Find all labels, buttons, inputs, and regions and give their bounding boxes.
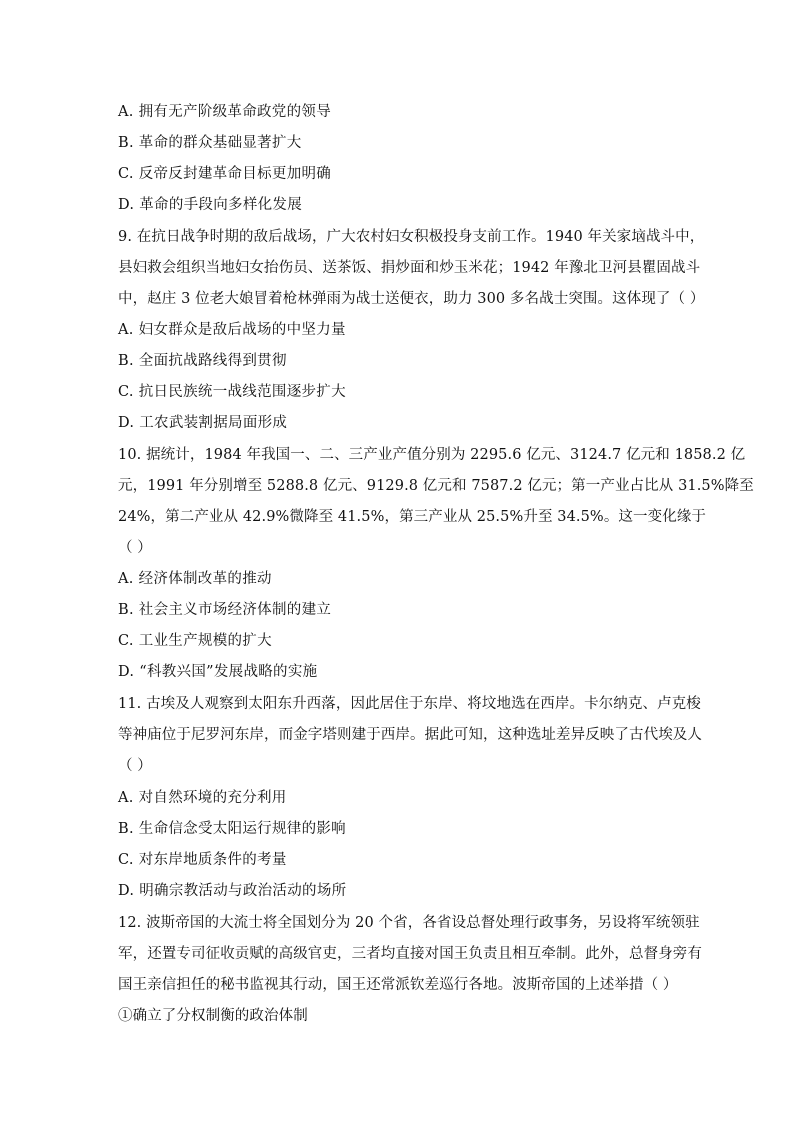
q11-option-c: C. 对东岸地质条件的考量: [118, 852, 287, 868]
q11-option-b: B. 生命信念受太阳运行规律的影响: [118, 821, 346, 837]
q9-option-b: B. 全面抗战路线得到贯彻: [118, 353, 287, 369]
q11-stem-line-1: 11. 古埃及人观察到太阳东升西落，因此居住于东岸、将坟地选在西岸。卡尔纳克、卢克梭: [118, 696, 701, 712]
q9-stem-line-1: 9. 在抗日战争时期的敌后战场，广大农村妇女积极投身支前工作。1940 年关家垴战斗中，: [118, 229, 705, 245]
q10-stem-line-2: 元，1991 年分别增至 5288.8 亿元、9129.8 亿元和 7587.2 亿元；第一产业占比从 31.5%降至: [118, 478, 754, 494]
q11-stem-line-2: 等神庙位于尼罗河东岸，而金字塔则建于西岸。据此可知，这种选址差异反映了古代埃及人: [118, 727, 702, 743]
q8-option-d: D. 革命的手段向多样化发展: [118, 197, 303, 213]
q8-option-b: B. 革命的群众基础显著扩大: [118, 135, 302, 151]
q9-option-c: C. 抗日民族统一战线范围逐步扩大: [118, 384, 346, 400]
q11-option-d: D. 明确宗教活动与政治活动的场所: [118, 883, 347, 899]
q10-stem-line-3: 24%，第二产业从 42.9%微降至 41.5%，第三产业从 25.5%升至 34.5%。这一变化缘于: [118, 509, 707, 525]
q9-option-a: A. 妇女群众是敌后战场的中坚力量: [118, 322, 346, 338]
q10-option-a: A. 经济体制改革的推动: [118, 571, 272, 587]
q9-stem-line-2: 县妇救会组织当地妇女抬伤员、送茶饭、捐炒面和炒玉米花；1942 年豫北卫河县瞿固战斗: [118, 260, 701, 276]
q9-stem-line-3: 中，赵庄 3 位老大娘冒着枪林弹雨为战士送便衣，助力 300 多名战士突围。这体现了（ ）: [118, 291, 705, 307]
q12-stem-line-2: 军，还置专司征收贡赋的高级官吏，三者均直接对国王负责且相互牵制。此外，总督身旁有: [118, 946, 702, 962]
q10-stem-line-1: 10. 据统计，1984 年我国一、二、三产业产值分别为 2295.6 亿元、3124.7 亿元和 1858.2 亿: [118, 447, 746, 463]
q12-stem-line-3: 国王亲信担任的秘书监视其行动，国王还常派钦差巡行各地。波斯帝国的上述举措（ ）: [118, 977, 678, 993]
q11-stem-line-3: （ ）: [118, 758, 152, 774]
q12-stem-line-1: 12. 波斯帝国的大流士将全国划分为 20 个省，各省设总督处理行政事务，另设将军统领驻: [118, 915, 700, 931]
q8-option-a: A. 拥有无产阶级革命政党的领导: [118, 104, 331, 120]
q9-option-d: D. 工农武装割据局面形成: [118, 415, 288, 431]
q12-statement-1: ①确立了分权制衡的政治体制: [118, 1008, 308, 1024]
q11-option-a: A. 对自然环境的充分利用: [118, 790, 287, 806]
q10-option-c: C. 工业生产规模的扩大: [118, 633, 272, 649]
q10-option-d: D. “科教兴国”发展战略的实施: [118, 664, 318, 680]
q10-stem-line-4: （ ）: [118, 540, 152, 556]
q10-option-b: B. 社会主义市场经济体制的建立: [118, 602, 332, 618]
q8-option-c: C. 反帝反封建革命目标更加明确: [118, 166, 332, 182]
